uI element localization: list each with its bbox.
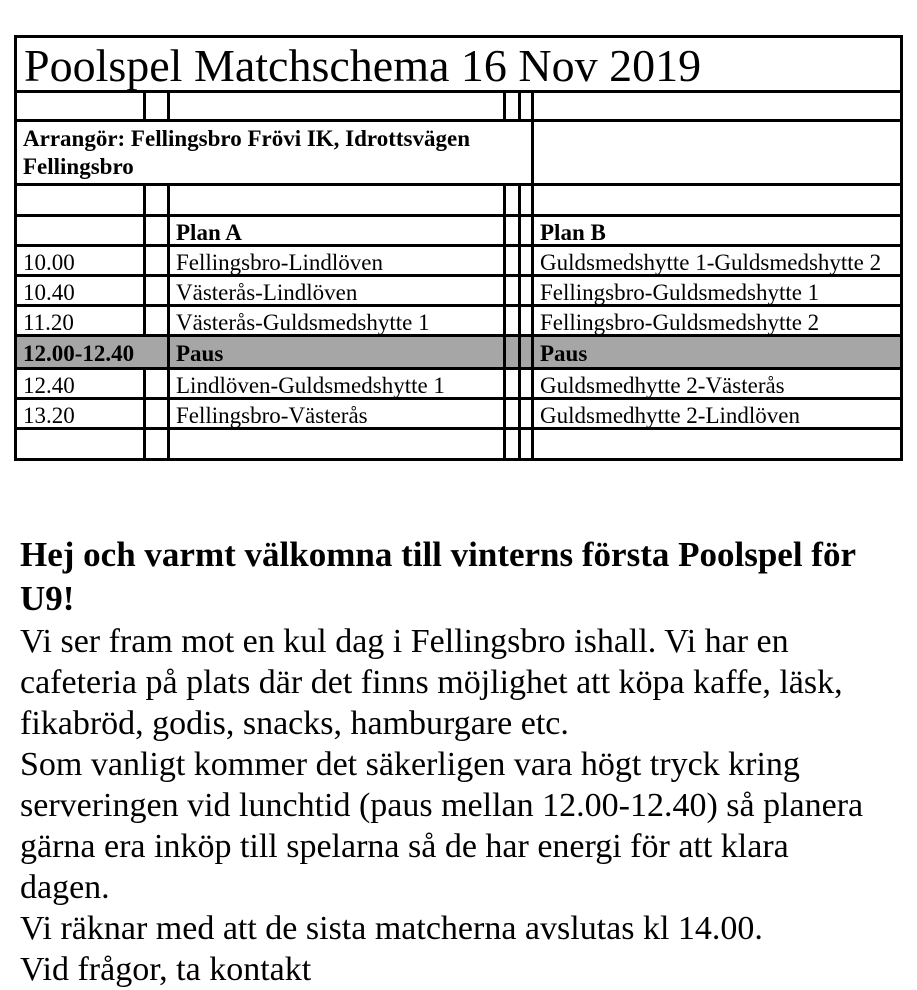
plan-b-match: Guldsmedshytte 1-Guldsmedshytte 2 xyxy=(540,250,882,275)
schedule-title: Poolspel Matchschema 16 Nov 2019 xyxy=(24,40,702,91)
plan-b-match: Fellingsbro-Guldsmedshytte 1 xyxy=(540,280,820,305)
plan-a-match: Fellingsbro-Västerås xyxy=(170,400,506,429)
message-body-line: cafeteria på plats där det finns möjlighet att köpa kaffe, läsk, xyxy=(20,664,843,701)
time-cell: 11.20 xyxy=(17,307,146,336)
plan-a-match: Västerås-Guldsmedshytte 1 xyxy=(170,307,506,336)
empty-row xyxy=(17,93,900,122)
plan-b-pause: Paus xyxy=(540,341,588,366)
plan-a-match: Västerås-Lindlöven xyxy=(170,277,506,306)
pause-row xyxy=(17,337,900,370)
message-heading-line-1: Hej och varmt välkomna till vinterns första Poolspel för xyxy=(20,535,857,574)
table-row xyxy=(17,370,900,400)
plan-b-match: Guldsmedhytte 2-Västerås xyxy=(540,373,785,398)
table-row xyxy=(17,307,900,337)
table-row xyxy=(17,277,900,307)
table-title-row xyxy=(17,38,900,93)
arranger-info xyxy=(17,122,534,183)
arranger-line-2: Fellingsbro xyxy=(23,154,134,179)
empty-row xyxy=(17,430,900,458)
table-row xyxy=(17,400,900,430)
pause-time-cell: 12.00-12.40 xyxy=(17,337,170,369)
plan-b-match: Fellingsbro-Guldsmedshytte 2 xyxy=(540,310,820,335)
plan-a-match: Lindlöven-Guldsmedshytte 1 xyxy=(170,370,506,399)
column-header-row xyxy=(17,217,900,247)
message-body-line: Som vanligt kommer det säkerligen vara högt tryck kring xyxy=(20,746,800,783)
message-body-line: gärna era inköp till spelarna så de har energi för att klara xyxy=(20,828,789,865)
time-cell: 12.40 xyxy=(17,370,146,399)
match-schedule-table xyxy=(14,35,903,461)
message-body-line: Vi räknar med att de sista matcherna avslutas kl 14.00. xyxy=(20,910,763,947)
message-body-line: Vi ser fram mot en kul dag i Fellingsbro ishall. Vi har en xyxy=(20,623,789,660)
message-body-line: fikabröd, godis, snacks, hamburgare etc. xyxy=(20,705,569,742)
table-row xyxy=(17,247,900,277)
message-body-line: dagen. xyxy=(20,869,110,906)
message-body-line: serveringen vid lunchtid (paus mellan 12.00-12.40) så planera xyxy=(20,787,864,824)
plan-a-pause: Paus xyxy=(170,337,506,369)
time-cell: 10.00 xyxy=(17,247,146,276)
plan-b-match: Guldsmedhytte 2-Lindlöven xyxy=(540,403,800,428)
arranger-row xyxy=(17,122,900,186)
time-cell: 13.20 xyxy=(17,400,146,429)
empty-row xyxy=(17,186,900,217)
welcome-message xyxy=(20,533,915,990)
plan-a-match: Fellingsbro-Lindlöven xyxy=(170,247,506,276)
message-body-line-clipped: Vid frågor, ta kontakt xyxy=(20,951,312,988)
arranger-line-1: Arrangör: Fellingsbro Frövi IK, Idrottsvägen xyxy=(23,126,470,151)
message-heading-line-2: U9! xyxy=(20,579,75,618)
time-cell: 10.40 xyxy=(17,277,146,306)
plan-b-header: Plan B xyxy=(540,220,606,245)
plan-a-header: Plan A xyxy=(170,217,506,246)
